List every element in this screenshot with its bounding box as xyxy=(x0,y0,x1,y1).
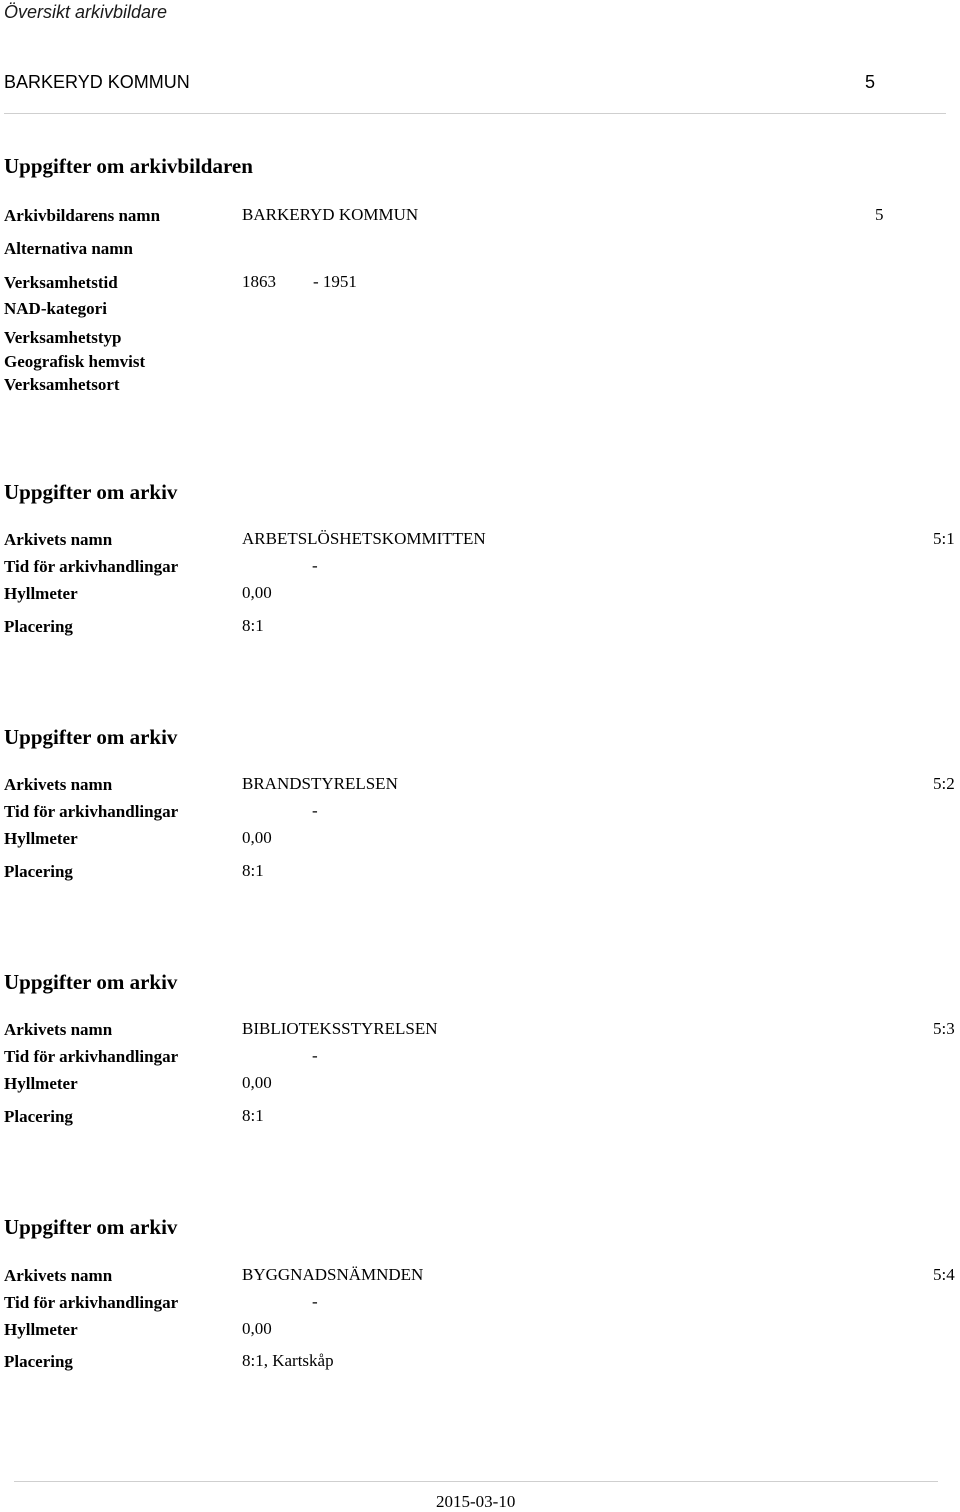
alt-names-label: Alternativa namn xyxy=(4,239,133,258)
archive-meters-label: Hyllmeter xyxy=(4,584,78,603)
period-end: - 1951 xyxy=(313,272,357,291)
activity-type-label: Verksamhetstyp xyxy=(4,328,122,347)
archive-meters-label: Hyllmeter xyxy=(4,1074,78,1093)
location-label: Verksamhetsort xyxy=(4,375,120,394)
archive-meters-label: Hyllmeter xyxy=(4,1320,78,1339)
archive-period: - xyxy=(312,801,318,820)
nad-category-label: NAD-kategori xyxy=(4,299,107,318)
archive-placement-label: Placering xyxy=(4,1107,73,1126)
archive-ref: 5:2 xyxy=(933,774,955,793)
archive-period-label: Tid för arkivhandlingar xyxy=(4,1047,179,1066)
archive-placement: 8:1 xyxy=(242,861,264,880)
geo-label: Geografisk hemvist xyxy=(4,352,146,371)
footer-date: 2015-03-10 xyxy=(436,1492,516,1511)
archive-period-label: Tid för arkivhandlingar xyxy=(4,557,179,576)
archive-name: ARBETSLÖSHETSKOMMITTEN xyxy=(242,529,486,548)
archive-name: BRANDSTYRELSEN xyxy=(242,774,398,793)
creator-ref: 5 xyxy=(875,205,884,224)
archive-placement-label: Placering xyxy=(4,862,73,881)
archive-placement: 8:1 xyxy=(242,1106,264,1125)
footer-divider xyxy=(14,1481,938,1482)
archive-placement: 8:1 xyxy=(242,616,264,635)
archive-period-label: Tid för arkivhandlingar xyxy=(4,1293,179,1312)
archive-ref: 5:3 xyxy=(933,1019,955,1038)
header-page-number: 5 xyxy=(865,72,876,92)
archive-period-label: Tid för arkivhandlingar xyxy=(4,802,179,821)
archive-heading: Uppgifter om arkiv xyxy=(4,480,178,504)
archive-placement-label: Placering xyxy=(4,1352,73,1371)
archive-period: - xyxy=(312,1046,318,1065)
header-organization: BARKERYD KOMMUN xyxy=(4,72,190,92)
archive-period: - xyxy=(312,1292,318,1311)
archive-ref: 5:1 xyxy=(933,529,955,548)
archive-heading: Uppgifter om arkiv xyxy=(4,970,178,994)
archive-heading: Uppgifter om arkiv xyxy=(4,725,178,749)
archive-name-label: Arkivets namn xyxy=(4,1020,113,1039)
archive-name: BYGGNADSNÄMNDEN xyxy=(242,1265,424,1284)
creator-name-label: Arkivbildarens namn xyxy=(4,206,161,225)
period-label: Verksamhetstid xyxy=(4,273,118,292)
archive-ref: 5:4 xyxy=(933,1265,955,1284)
archive-name: BIBLIOTEKSSTYRELSEN xyxy=(242,1019,438,1038)
header-divider xyxy=(4,113,946,114)
archive-meters-label: Hyllmeter xyxy=(4,829,78,848)
archive-period: - xyxy=(312,556,318,575)
archive-meters: 0,00 xyxy=(242,583,272,602)
archive-meters: 0,00 xyxy=(242,828,272,847)
archive-name-label: Arkivets namn xyxy=(4,1266,113,1285)
archive-name-label: Arkivets namn xyxy=(4,530,113,549)
period-start: 1863 xyxy=(242,272,276,291)
archive-meters: 0,00 xyxy=(242,1073,272,1092)
archive-name-label: Arkivets namn xyxy=(4,775,113,794)
archive-meters: 0,00 xyxy=(242,1319,272,1338)
archive-heading: Uppgifter om arkiv xyxy=(4,1215,178,1239)
archive-placement: 8:1, Kartskåp xyxy=(242,1351,334,1370)
creator-name-value: BARKERYD KOMMUN xyxy=(242,205,419,224)
document-title: Översikt arkivbildare xyxy=(4,2,168,22)
creator-heading: Uppgifter om arkivbildaren xyxy=(4,154,253,178)
archive-placement-label: Placering xyxy=(4,617,73,636)
